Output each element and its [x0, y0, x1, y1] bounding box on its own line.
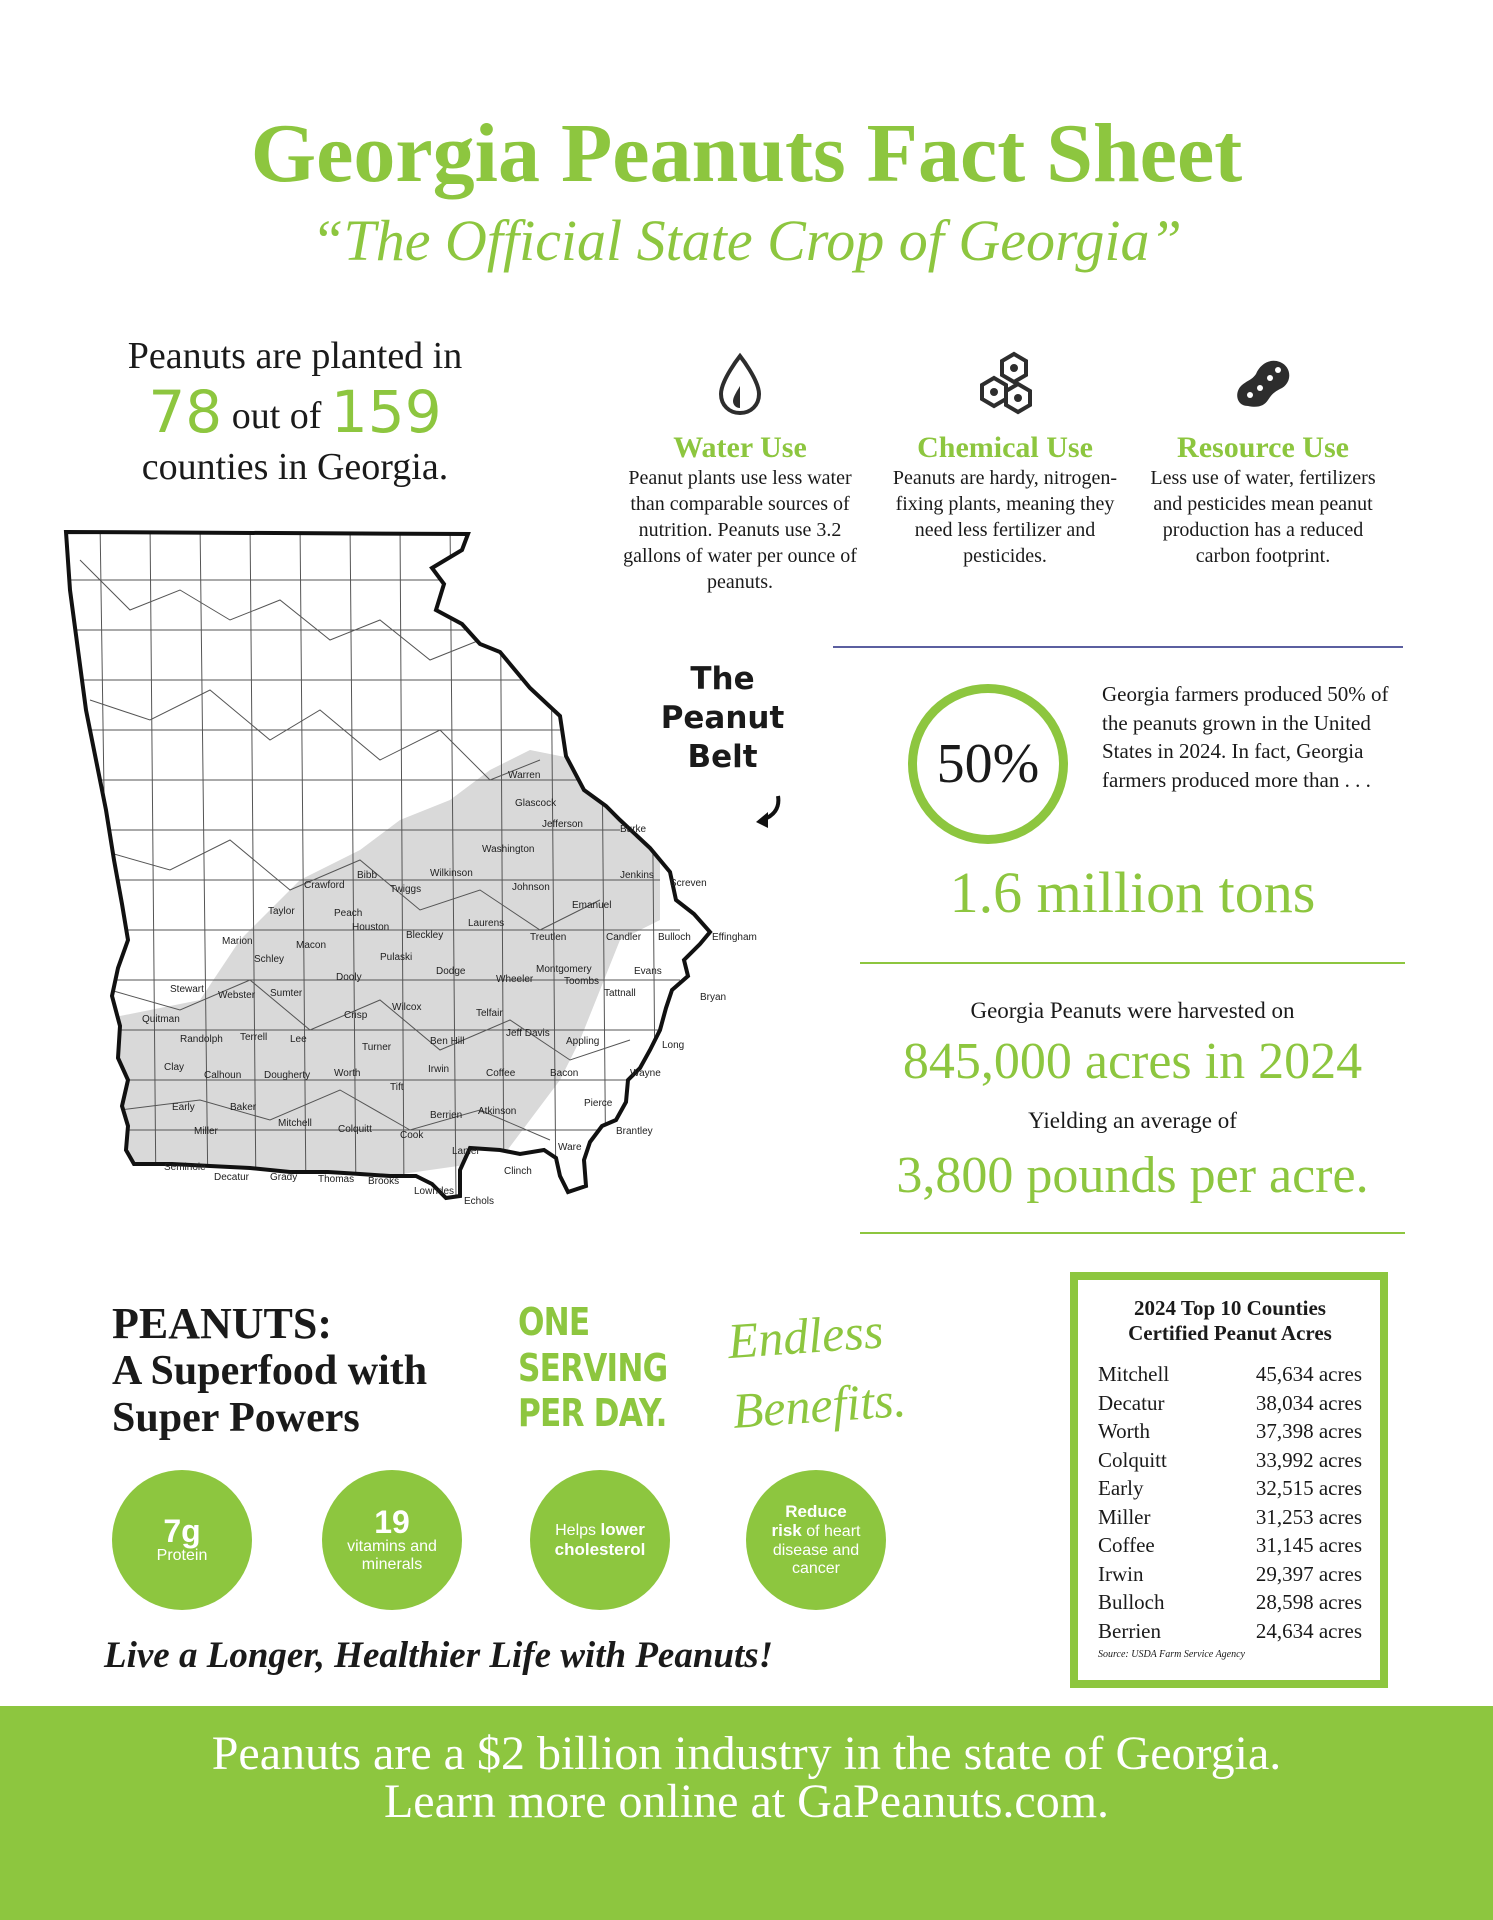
cholesterol-pre: Helps	[555, 1522, 597, 1540]
county-label: Lee	[290, 1034, 307, 1045]
table-row	[1098, 1531, 1362, 1560]
county-label: Bryan	[700, 992, 727, 1003]
belt-label-line3: Belt	[687, 738, 758, 775]
heart-line2	[772, 1521, 861, 1541]
county-label: Baker	[230, 1102, 257, 1113]
county-label: Randolph	[180, 1034, 223, 1045]
county-label: Wilcox	[392, 1002, 422, 1013]
county-label: Calhoun	[204, 1070, 242, 1081]
vitamins-label: vitamins and minerals	[347, 1537, 437, 1573]
tagline: Live a Longer, Healthier Life with Peanuts!	[104, 1635, 774, 1676]
county-name: Coffee	[1098, 1533, 1155, 1558]
county-name: Colquitt	[1098, 1447, 1167, 1472]
county-label: Bleckley	[406, 930, 444, 941]
heart-bold2: risk	[771, 1521, 802, 1541]
table-row	[1098, 1417, 1362, 1446]
county-acres: 37,398 acres	[1255, 1419, 1362, 1444]
county-label: Clinch	[504, 1166, 532, 1177]
county-label: Coffee	[486, 1068, 516, 1079]
footer-line1: Peanuts are a $2 billion industry in the state of Georgia.	[211, 1727, 1282, 1780]
county-label: Brantley	[616, 1126, 653, 1137]
table-row	[1098, 1360, 1362, 1389]
table-row	[1098, 1617, 1362, 1646]
county-acres: 38,034 acres	[1255, 1390, 1362, 1415]
serving-line3: PER DAY.	[518, 1391, 667, 1436]
page-subtitle: “The Official State Crop of Georgia”	[311, 208, 1182, 273]
resource-use-block	[1143, 350, 1383, 569]
footer-line2: Learn more online at GaPeanuts.com.	[383, 1775, 1110, 1828]
endless-line1: Endless	[725, 1302, 885, 1370]
county-acres: 31,253 acres	[1255, 1504, 1362, 1529]
county-label: Crisp	[344, 1010, 368, 1021]
vitamins-circle	[322, 1470, 462, 1610]
divider-top	[833, 646, 1403, 648]
tons-value: 1.6 million tons	[949, 860, 1316, 925]
county-name: Early	[1098, 1476, 1144, 1501]
page-title: Georgia Peanuts Fact Sheet	[250, 107, 1243, 200]
protein-label: Protein	[156, 1546, 208, 1564]
county-name: Berrien	[1098, 1618, 1161, 1643]
county-label: Schley	[254, 954, 285, 965]
superfood-heading	[112, 1300, 427, 1441]
county-label: Montgomery	[536, 964, 592, 975]
out-of-text: out of	[231, 394, 322, 437]
top10-table	[1098, 1360, 1362, 1645]
county-label: Dodge	[436, 966, 466, 977]
county-label: Johnson	[512, 882, 550, 893]
heart-risk-circle	[746, 1470, 886, 1610]
county-label: Cook	[400, 1130, 424, 1141]
molecule-icon	[970, 350, 1040, 420]
county-label: Lanier	[452, 1146, 480, 1157]
county-acres: 33,992 acres	[1255, 1447, 1362, 1472]
chemical-use-title: Chemical Use	[917, 431, 1093, 464]
acres-value: 845,000 acres in 2024	[902, 1033, 1363, 1090]
county-label: Treutlen	[530, 932, 567, 943]
county-label: Twiggs	[390, 884, 422, 895]
county-acres: 28,598 acres	[1255, 1590, 1362, 1615]
chemical-use-text: Peanuts are hardy, nitrogen-fixing plants, meaning they need less fertilizer and pesticides.	[892, 467, 1118, 567]
table-row	[1098, 1503, 1362, 1532]
county-label: Pulaski	[380, 952, 413, 963]
resource-use-text: Less use of water, fertilizers and pesticides mean peanut production has a reduced carbon footprint.	[1150, 467, 1376, 567]
county-label: Webster	[218, 990, 256, 1001]
cholesterol-bold1: lower	[600, 1520, 645, 1540]
county-name: Decatur	[1098, 1390, 1165, 1415]
county-label: Grady	[270, 1172, 298, 1183]
county-name: Miller	[1098, 1504, 1151, 1529]
county-label: Long	[662, 1040, 685, 1051]
county-label: Ben Hill	[430, 1036, 465, 1047]
county-label: Mitchell	[278, 1118, 312, 1129]
heart-bold1: Reduce	[785, 1501, 847, 1521]
county-label: Tift	[390, 1082, 404, 1093]
cholesterol-circle	[530, 1470, 670, 1610]
county-acres: 32,515 acres	[1255, 1476, 1362, 1501]
county-label: Evans	[634, 966, 662, 977]
county-label: Bacon	[550, 1068, 579, 1079]
county-label: Lowndes	[414, 1186, 455, 1197]
yield-intro: Yielding an average of	[1028, 1108, 1237, 1133]
county-label: Brooks	[368, 1176, 400, 1187]
superfood-line2: A Superfood with	[112, 1348, 428, 1395]
protein-value: 7g	[163, 1512, 201, 1549]
chemical-use-block	[885, 350, 1125, 569]
county-label: Bulloch	[658, 932, 691, 943]
county-acres: 31,145 acres	[1255, 1533, 1362, 1558]
county-label: Seminole	[164, 1162, 206, 1173]
county-label: Turner	[362, 1042, 392, 1053]
county-label: Stewart	[170, 984, 204, 995]
county-label: Dooly	[336, 972, 362, 983]
county-label: Screven	[670, 878, 707, 889]
county-label: Colquitt	[338, 1124, 372, 1135]
county-label: Laurens	[468, 918, 505, 929]
pounds-value: 3,800 pounds per acre.	[896, 1147, 1369, 1204]
heart-rest2: disease and cancer	[772, 1541, 860, 1577]
county-label: Decatur	[214, 1172, 250, 1183]
protein-circle	[112, 1470, 252, 1610]
county-label: Irwin	[428, 1064, 450, 1075]
county-label: Jeff Davis	[506, 1028, 550, 1039]
harvest-intro: Georgia Peanuts were harvested on	[970, 998, 1295, 1023]
top10-title	[1098, 1296, 1362, 1346]
top10-source: Source: USDA Farm Service Agency	[1098, 1649, 1245, 1661]
county-label: Atkinson	[478, 1106, 517, 1117]
table-row	[1098, 1588, 1362, 1617]
county-label: Crawford	[304, 880, 345, 891]
divider-bottom	[860, 1232, 1405, 1234]
county-label: Worth	[334, 1068, 361, 1079]
serving-line2: SERVING	[518, 1345, 668, 1390]
county-label: Echols	[464, 1196, 495, 1207]
county-acres: 29,397 acres	[1255, 1561, 1362, 1586]
cholesterol-bold2: cholesterol	[554, 1540, 646, 1560]
county-label: Clay	[164, 1062, 185, 1073]
county-label: Early	[172, 1102, 195, 1113]
county-name: Irwin	[1098, 1561, 1144, 1586]
water-use-title: Water Use	[673, 431, 807, 464]
top10-counties-box	[1070, 1272, 1388, 1688]
counties-line2	[70, 378, 520, 448]
cholesterol-line1	[555, 1520, 645, 1540]
top10-title-line2: Certified Peanut Acres	[1128, 1321, 1332, 1346]
county-label: Emanuel	[572, 900, 612, 911]
county-label: Sumter	[270, 988, 303, 999]
county-label: Wilkinson	[430, 868, 473, 879]
heart-rest1: of heart	[806, 1523, 861, 1541]
percent-value: 50%	[936, 733, 1040, 795]
county-label: Effingham	[712, 932, 757, 943]
county-name: Bulloch	[1098, 1590, 1165, 1615]
county-label: Washington	[482, 844, 535, 855]
county-acres: 45,634 acres	[1255, 1362, 1362, 1387]
planted-count: 78	[148, 377, 223, 446]
counties-statement	[70, 336, 520, 489]
county-label: Berrien	[430, 1110, 463, 1121]
county-label: Marion	[222, 936, 253, 947]
county-label: Warren	[508, 770, 541, 781]
county-label: Taylor	[268, 906, 295, 917]
county-label: Candler	[606, 932, 642, 943]
county-label: Toombs	[564, 976, 600, 987]
serving-line1: ONE	[518, 1300, 590, 1344]
peanut-icon	[1228, 350, 1298, 420]
county-label: Peach	[334, 908, 363, 919]
endless-benefits-callout	[725, 1294, 908, 1446]
county-label: Appling	[566, 1036, 600, 1047]
superfood-line1: PEANUTS:	[112, 1299, 333, 1348]
county-label: Jenkins	[620, 870, 654, 881]
county-label: Telfair	[476, 1008, 503, 1019]
counties-line1: Peanuts are planted in	[127, 335, 463, 377]
county-label: Wayne	[630, 1068, 661, 1079]
county-acres: 24,634 acres	[1255, 1618, 1362, 1643]
county-name: Mitchell	[1098, 1362, 1170, 1387]
table-row	[1098, 1389, 1362, 1418]
curved-arrow-icon	[748, 792, 788, 832]
top10-title-line1: 2024 Top 10 Counties	[1134, 1296, 1326, 1320]
counties-line3: counties in Georgia.	[141, 446, 449, 489]
county-label: Macon	[296, 940, 327, 951]
superfood-line3: Super Powers	[112, 1394, 360, 1441]
county-label: Houston	[352, 922, 390, 933]
serving-callout	[518, 1300, 667, 1437]
total-count: 159	[330, 377, 442, 446]
county-label: Ware	[558, 1142, 582, 1153]
county-label: Dougherty	[264, 1070, 311, 1081]
county-label: Burke	[620, 824, 647, 835]
vitamins-value: 19	[374, 1503, 410, 1540]
divider-middle	[860, 962, 1405, 964]
belt-label-line1: The	[690, 661, 755, 697]
table-row	[1098, 1446, 1362, 1475]
water-drop-icon	[705, 350, 775, 420]
county-label: Quitman	[142, 1014, 180, 1025]
table-row	[1098, 1560, 1362, 1589]
endless-line2: Benefits.	[730, 1370, 908, 1439]
peanut-belt-label	[650, 660, 795, 776]
percent-description: Georgia farmers produced 50% of the peanuts grown in the United States in 2024. In fact, Georgia farmers produced more than . . .	[1102, 682, 1389, 792]
water-use-text: Peanut plants use less water than comparable sources of nutrition. Peanuts use 3.2 gallons of water per ounce of peanuts.	[623, 467, 857, 593]
county-label: Terrell	[240, 1032, 268, 1043]
county-label: Miller	[194, 1126, 218, 1137]
county-name: Worth	[1098, 1419, 1150, 1444]
percent-circle	[908, 684, 1068, 844]
belt-label-line2: Peanut	[660, 699, 785, 736]
county-label: Bibb	[357, 870, 378, 881]
county-label: Pierce	[584, 1098, 613, 1109]
county-label: Tattnall	[604, 988, 636, 999]
resource-use-title: Resource Use	[1177, 431, 1349, 464]
georgia-county-map	[60, 520, 820, 1260]
table-row	[1098, 1474, 1362, 1503]
county-label: Wheeler	[496, 974, 534, 985]
county-label: Jefferson	[542, 819, 583, 830]
county-label: Thomas	[318, 1174, 355, 1185]
county-label: Glascock	[515, 798, 557, 809]
footer-banner	[0, 1706, 1493, 1920]
